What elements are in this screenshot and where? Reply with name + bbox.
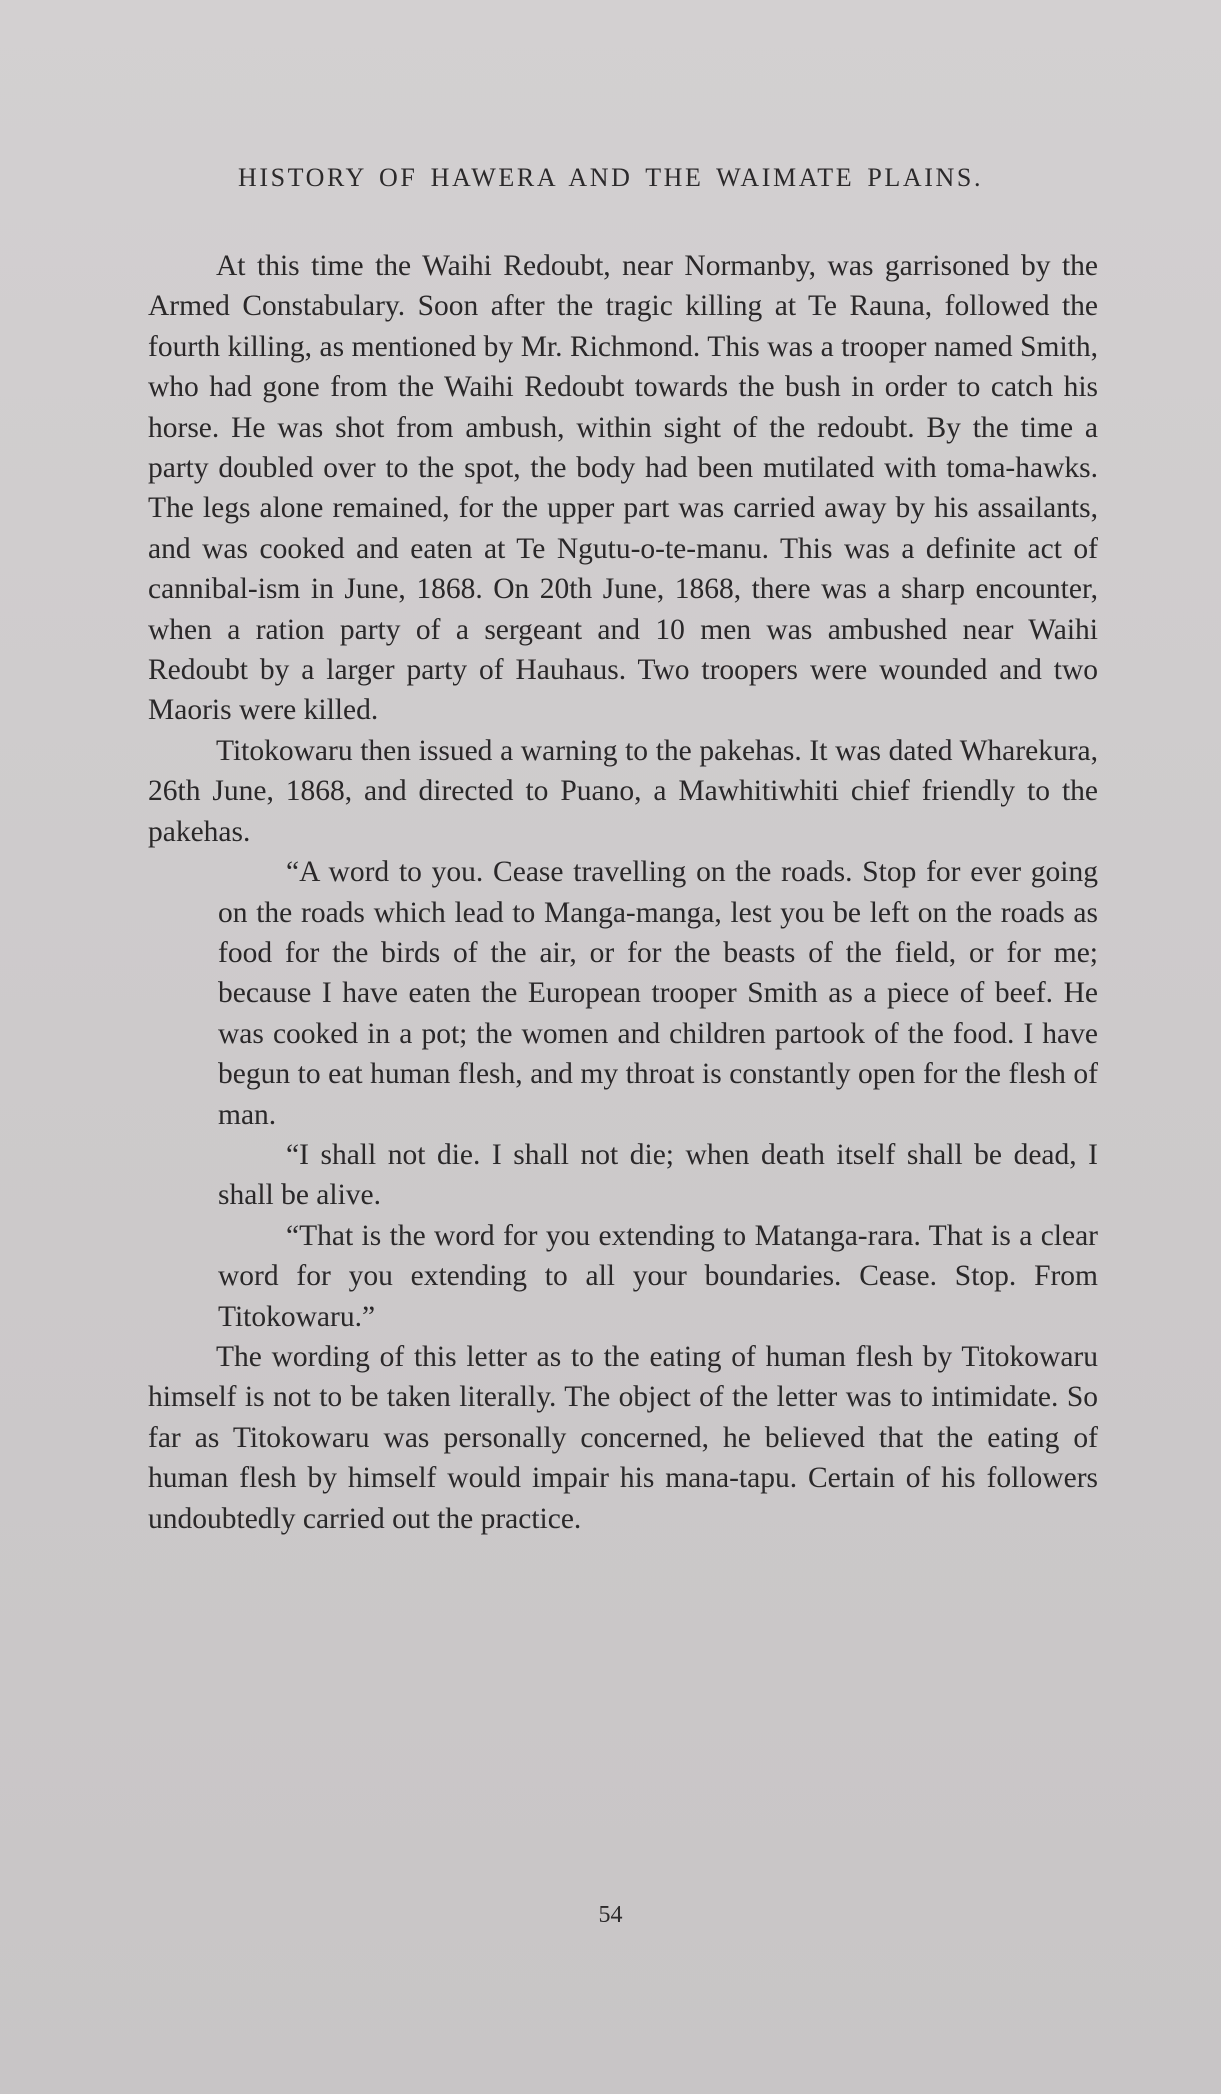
body-text [148, 246, 1098, 1539]
quoted-letter-part-1: “A word to you. Cease travelling on the roads. Stop for ever going on the roads which lead to Manga-manga, lest you be left on the roads as food for the birds of the air, or for the beasts of the field, or for me; because I have eaten the European trooper Smith as a piece of beef. He was cooked in a pot; the women and children partook of the food. I have begun to eat human flesh, and my throat is constantly open for the flesh of man. [218, 856, 1098, 1131]
page-number: 54 [598, 1902, 623, 1928]
quoted-letter-part-3: “That is the word for you extending to Matanga-rara. That is a clear word for you extending to all your boundaries. Cease. Stop. From Titokowaru.” [218, 1219, 1098, 1333]
running-head: HISTORY OF HAWERA AND THE WAIMATE PLAINS. [237, 163, 984, 192]
paragraph-1: At this time the Waihi Redoubt, near Normanby, was garrisoned by the Armed Constabulary. Soon after the tragic killing at Te Rauna, followed the fourth killing, as mentioned by Mr. Richmond. This was a trooper named Smith, who had gone from the Waihi Redoubt towards the bush in order to catch his horse. He was shot from ambush, within sight of the redoubt. By the time a party doubled over to the spot, the body had been mutilated with toma-hawks. The legs alone remained, for the upper part was carried away by his assailants, and was cooked and eaten at Te Ngutu-o-te-manu. This was a definite act of cannibal-ism in June, 1868. On 20th June, 1868, there was a sharp encounter, when a ration party of a sergeant and 10 men was ambushed near Waihi Redoubt by a larger party of Hauhaus. Two troopers were wounded and two Maoris were killed. [148, 250, 1098, 727]
quoted-letter-part-2: “I shall not die. I shall not die; when death itself shall be dead, I shall be alive. [218, 1138, 1098, 1212]
paragraph-2: Titokowaru then issued a warning to the pakehas. It was dated Wharekura, 26th June, 1868, and directed to Puano, a Mawhitiwhiti chief friendly to the pakehas. [148, 734, 1098, 848]
paragraph-3: The wording of this letter as to the eating of human flesh by Titokowaru himself is not to be taken literally. The object of the letter was to intimidate. So far as Titokowaru was personally concerned, he believed that the eating of human flesh by himself would impair his mana-tapu. Certain of his followers undoubtedly carried out the practice. [148, 1340, 1098, 1535]
